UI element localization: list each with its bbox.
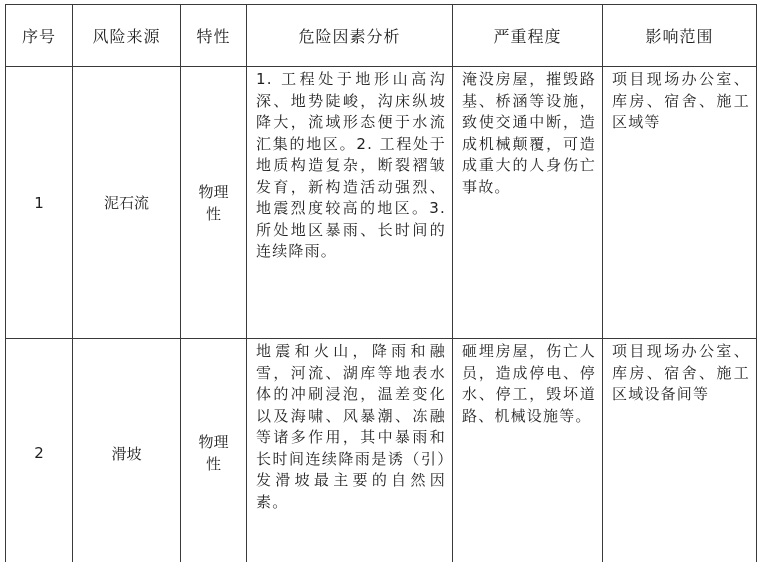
page-bottom-margin <box>0 562 760 570</box>
cell-risk-source: 泥石流 <box>73 67 181 339</box>
cell-nature-text: 物理性 <box>198 433 229 473</box>
cell-severity: 砸埋房屋，伤亡人员，造成停电、停水、停工，毁坏道路、机械设施等。 <box>453 339 603 568</box>
cell-nature-text: 物理性 <box>198 182 229 223</box>
header-index: 序号 <box>6 5 73 67</box>
cell-index: 2 <box>6 339 73 568</box>
cell-index: 1 <box>6 67 73 339</box>
cell-risk-source: 滑坡 <box>73 339 181 568</box>
header-impact-scope: 影响范围 <box>603 5 757 67</box>
header-hazard-analysis: 危险因素分析 <box>247 5 453 67</box>
cell-hazard-analysis: 地震和火山，降雨和融雪，河流、湖库等地表水体的冲刷浸泡，温差变化以及海啸、风暴潮、冻融等诸多作用，其中暴雨和长时间连续降雨是诱（引）发滑坡最主要的自然因素。 <box>247 339 453 568</box>
cell-impact-scope: 项目现场办公室、库房、宿舍、施工区域设备间等 <box>603 339 757 568</box>
header-severity: 严重程度 <box>453 5 603 67</box>
cell-impact-scope: 项目现场办公室、库房、宿舍、施工区域等 <box>603 67 757 339</box>
cell-hazard-analysis: 1. 工程处于地形山高沟深、地势陡峻，沟床纵坡降大，流域形态便于水流汇集的地区。2. 工程处于地质构造复杂，断裂褶皱发育，新构造活动强烈、地震烈度较高的地区。3. 所处地区暴雨、长时间的连续降雨。 <box>247 67 453 339</box>
cell-nature <box>181 339 247 568</box>
table-row <box>6 339 757 568</box>
cell-severity: 淹没房屋，摧毁路基、桥涵等设施，致使交通中断，造成机械颠覆，可造成重大的人身伤亡事故。 <box>453 67 603 339</box>
table-header-row <box>6 5 757 67</box>
table-row <box>6 67 757 339</box>
header-nature: 特性 <box>181 5 247 67</box>
risk-analysis-table <box>5 4 757 568</box>
header-risk-source: 风险来源 <box>73 5 181 67</box>
cell-nature <box>181 67 247 339</box>
